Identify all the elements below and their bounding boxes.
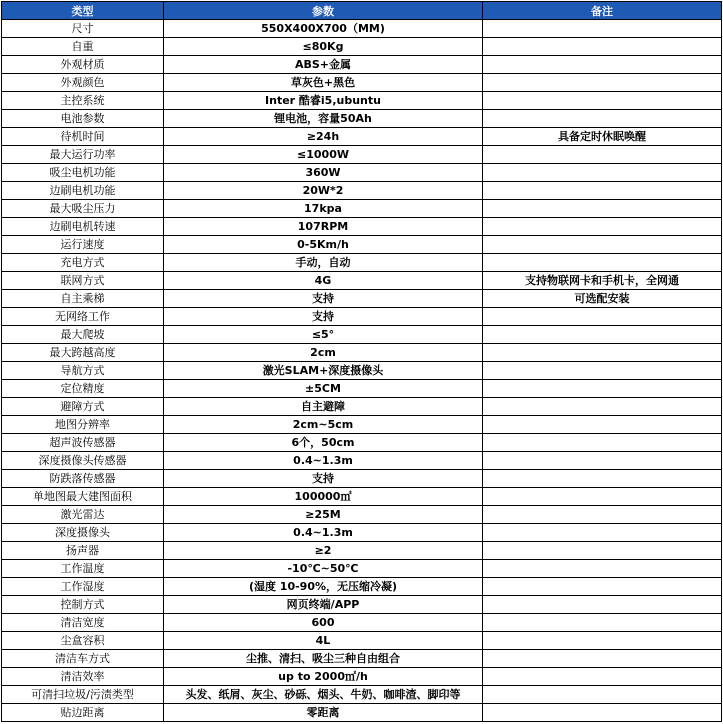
table-row — [2, 632, 722, 650]
cell-type: 联网方式 — [2, 272, 164, 290]
cell-note — [483, 146, 722, 164]
cell-type: 边刷电机转速 — [2, 218, 164, 236]
cell-param: 草灰色+黑色 — [164, 74, 483, 92]
cell-param: 支持 — [164, 470, 483, 488]
cell-param: 支持 — [164, 290, 483, 308]
cell-note — [483, 380, 722, 398]
cell-type: 深度摄像头 — [2, 524, 164, 542]
cell-note — [483, 38, 722, 56]
cell-param: 支持 — [164, 308, 483, 326]
cell-type: 尺寸 — [2, 20, 164, 38]
cell-type: 充电方式 — [2, 254, 164, 272]
cell-type: 贴边距离 — [2, 704, 164, 722]
table-row — [2, 164, 722, 182]
cell-note — [483, 92, 722, 110]
table-row — [2, 20, 722, 38]
cell-type: 吸尘电机功能 — [2, 164, 164, 182]
table-row — [2, 434, 722, 452]
cell-note — [483, 452, 722, 470]
cell-note — [483, 362, 722, 380]
cell-param: ±5CM — [164, 380, 483, 398]
cell-note — [483, 632, 722, 650]
cell-type: 避障方式 — [2, 398, 164, 416]
cell-type: 激光雷达 — [2, 506, 164, 524]
table-row — [2, 56, 722, 74]
cell-type: 外观颜色 — [2, 74, 164, 92]
cell-note — [483, 704, 722, 722]
cell-type: 边刷电机功能 — [2, 182, 164, 200]
cell-type: 自重 — [2, 38, 164, 56]
table-row — [2, 344, 722, 362]
cell-note — [483, 308, 722, 326]
cell-type: 工作温度 — [2, 560, 164, 578]
cell-type: 工作湿度 — [2, 578, 164, 596]
table-row — [2, 326, 722, 344]
table-row — [2, 92, 722, 110]
column-header-param: 参数 — [164, 2, 483, 20]
cell-note — [483, 578, 722, 596]
cell-note — [483, 506, 722, 524]
cell-param: 手动，自动 — [164, 254, 483, 272]
cell-type: 最大跨越高度 — [2, 344, 164, 362]
table-row — [2, 254, 722, 272]
cell-param: 550X400X700（MM) — [164, 20, 483, 38]
cell-param: 107RPM — [164, 218, 483, 236]
cell-type: 最大爬坡 — [2, 326, 164, 344]
table-row — [2, 560, 722, 578]
cell-param: 零距离 — [164, 704, 483, 722]
table-row — [2, 524, 722, 542]
table-row — [2, 416, 722, 434]
cell-note — [483, 326, 722, 344]
table-row — [2, 650, 722, 668]
cell-param: 锂电池，容量50Ah — [164, 110, 483, 128]
cell-param: -10℃~50℃ — [164, 560, 483, 578]
table-row — [2, 290, 722, 308]
cell-param: (湿度 10-90%，无压缩冷凝) — [164, 578, 483, 596]
cell-type: 定位精度 — [2, 380, 164, 398]
cell-type: 可清扫垃圾/污渍类型 — [2, 686, 164, 704]
cell-note — [483, 182, 722, 200]
cell-type: 尘盒容积 — [2, 632, 164, 650]
cell-note — [483, 686, 722, 704]
cell-type: 清洁车方式 — [2, 650, 164, 668]
cell-param: ≤1000W — [164, 146, 483, 164]
cell-param: 4L — [164, 632, 483, 650]
cell-param: 激光SLAM+深度摄像头 — [164, 362, 483, 380]
cell-type: 深度摄像头传感器 — [2, 452, 164, 470]
cell-type: 超声波传感器 — [2, 434, 164, 452]
cell-param: ≤80Kg — [164, 38, 483, 56]
table-row — [2, 704, 722, 722]
table-row — [2, 470, 722, 488]
cell-param: 2cm~5cm — [164, 416, 483, 434]
table-row — [2, 362, 722, 380]
table-row — [2, 110, 722, 128]
cell-param: up to 2000㎡/h — [164, 668, 483, 686]
cell-note — [483, 200, 722, 218]
cell-note — [483, 20, 722, 38]
cell-note — [483, 110, 722, 128]
cell-param: 尘推、清扫、吸尘三种自由组合 — [164, 650, 483, 668]
table-row — [2, 506, 722, 524]
cell-param: 0.4~1.3m — [164, 452, 483, 470]
cell-param: ≥25M — [164, 506, 483, 524]
column-header-type: 类型 — [2, 2, 164, 20]
table-row — [2, 272, 722, 290]
cell-type: 自主乘梯 — [2, 290, 164, 308]
table-row — [2, 218, 722, 236]
cell-param: 4G — [164, 272, 483, 290]
table-row — [2, 128, 722, 146]
cell-note — [483, 398, 722, 416]
cell-note — [483, 74, 722, 92]
cell-type: 扬声器 — [2, 542, 164, 560]
cell-note — [483, 218, 722, 236]
cell-note — [483, 56, 722, 74]
column-header-note: 备注 — [483, 2, 722, 20]
cell-type: 清洁效率 — [2, 668, 164, 686]
table-row — [2, 398, 722, 416]
table-row — [2, 308, 722, 326]
cell-type: 主控系统 — [2, 92, 164, 110]
cell-type: 待机时间 — [2, 128, 164, 146]
cell-note: 具备定时休眠唤醒 — [483, 128, 722, 146]
table-row — [2, 38, 722, 56]
cell-type: 导航方式 — [2, 362, 164, 380]
cell-type: 控制方式 — [2, 596, 164, 614]
cell-note — [483, 614, 722, 632]
cell-param: ≤5° — [164, 326, 483, 344]
cell-param: 0.4~1.3m — [164, 524, 483, 542]
cell-param: 6个，50cm — [164, 434, 483, 452]
cell-param: 0-5Km/h — [164, 236, 483, 254]
cell-param: ≥2 — [164, 542, 483, 560]
cell-param: 360W — [164, 164, 483, 182]
table-row — [2, 380, 722, 398]
cell-note — [483, 344, 722, 362]
cell-param: ≥24h — [164, 128, 483, 146]
table-row — [2, 182, 722, 200]
cell-note — [483, 668, 722, 686]
cell-note — [483, 650, 722, 668]
cell-type: 电池参数 — [2, 110, 164, 128]
cell-param: 100000㎡ — [164, 488, 483, 506]
cell-type: 单地图最大建图面积 — [2, 488, 164, 506]
table-row — [2, 596, 722, 614]
table-body — [2, 20, 722, 722]
table-row — [2, 236, 722, 254]
table-row — [2, 578, 722, 596]
table-row — [2, 614, 722, 632]
cell-note — [483, 416, 722, 434]
cell-note — [483, 524, 722, 542]
cell-type: 运行速度 — [2, 236, 164, 254]
spec-table — [1, 1, 722, 722]
cell-note: 可选配安装 — [483, 290, 722, 308]
table-row — [2, 74, 722, 92]
table-row — [2, 200, 722, 218]
cell-note — [483, 488, 722, 506]
table-row — [2, 452, 722, 470]
cell-param: 2cm — [164, 344, 483, 362]
cell-type: 最大吸尘压力 — [2, 200, 164, 218]
cell-note — [483, 560, 722, 578]
cell-param: 自主避障 — [164, 398, 483, 416]
cell-type: 清洁宽度 — [2, 614, 164, 632]
cell-note: 支持物联网卡和手机卡，全网通 — [483, 272, 722, 290]
cell-note — [483, 596, 722, 614]
cell-type: 外观材质 — [2, 56, 164, 74]
cell-type: 无网络工作 — [2, 308, 164, 326]
cell-note — [483, 164, 722, 182]
cell-param: 20W*2 — [164, 182, 483, 200]
cell-note — [483, 236, 722, 254]
cell-param: ABS+金属 — [164, 56, 483, 74]
cell-param: 网页终端/APP — [164, 596, 483, 614]
cell-param: 600 — [164, 614, 483, 632]
cell-param: 17kpa — [164, 200, 483, 218]
cell-param: Inter 酷睿i5,ubuntu — [164, 92, 483, 110]
table-row — [2, 146, 722, 164]
table-row — [2, 686, 722, 704]
cell-note — [483, 434, 722, 452]
cell-note — [483, 470, 722, 488]
cell-type: 地图分辨率 — [2, 416, 164, 434]
table-row — [2, 668, 722, 686]
cell-type: 防跌落传感器 — [2, 470, 164, 488]
cell-note — [483, 542, 722, 560]
cell-note — [483, 254, 722, 272]
cell-type: 最大运行功率 — [2, 146, 164, 164]
table-row — [2, 542, 722, 560]
table-row — [2, 488, 722, 506]
cell-param: 头发、纸屑、灰尘、砂砾、烟头、牛奶、咖啡渣、脚印等 — [164, 686, 483, 704]
table-header-row — [2, 2, 722, 20]
